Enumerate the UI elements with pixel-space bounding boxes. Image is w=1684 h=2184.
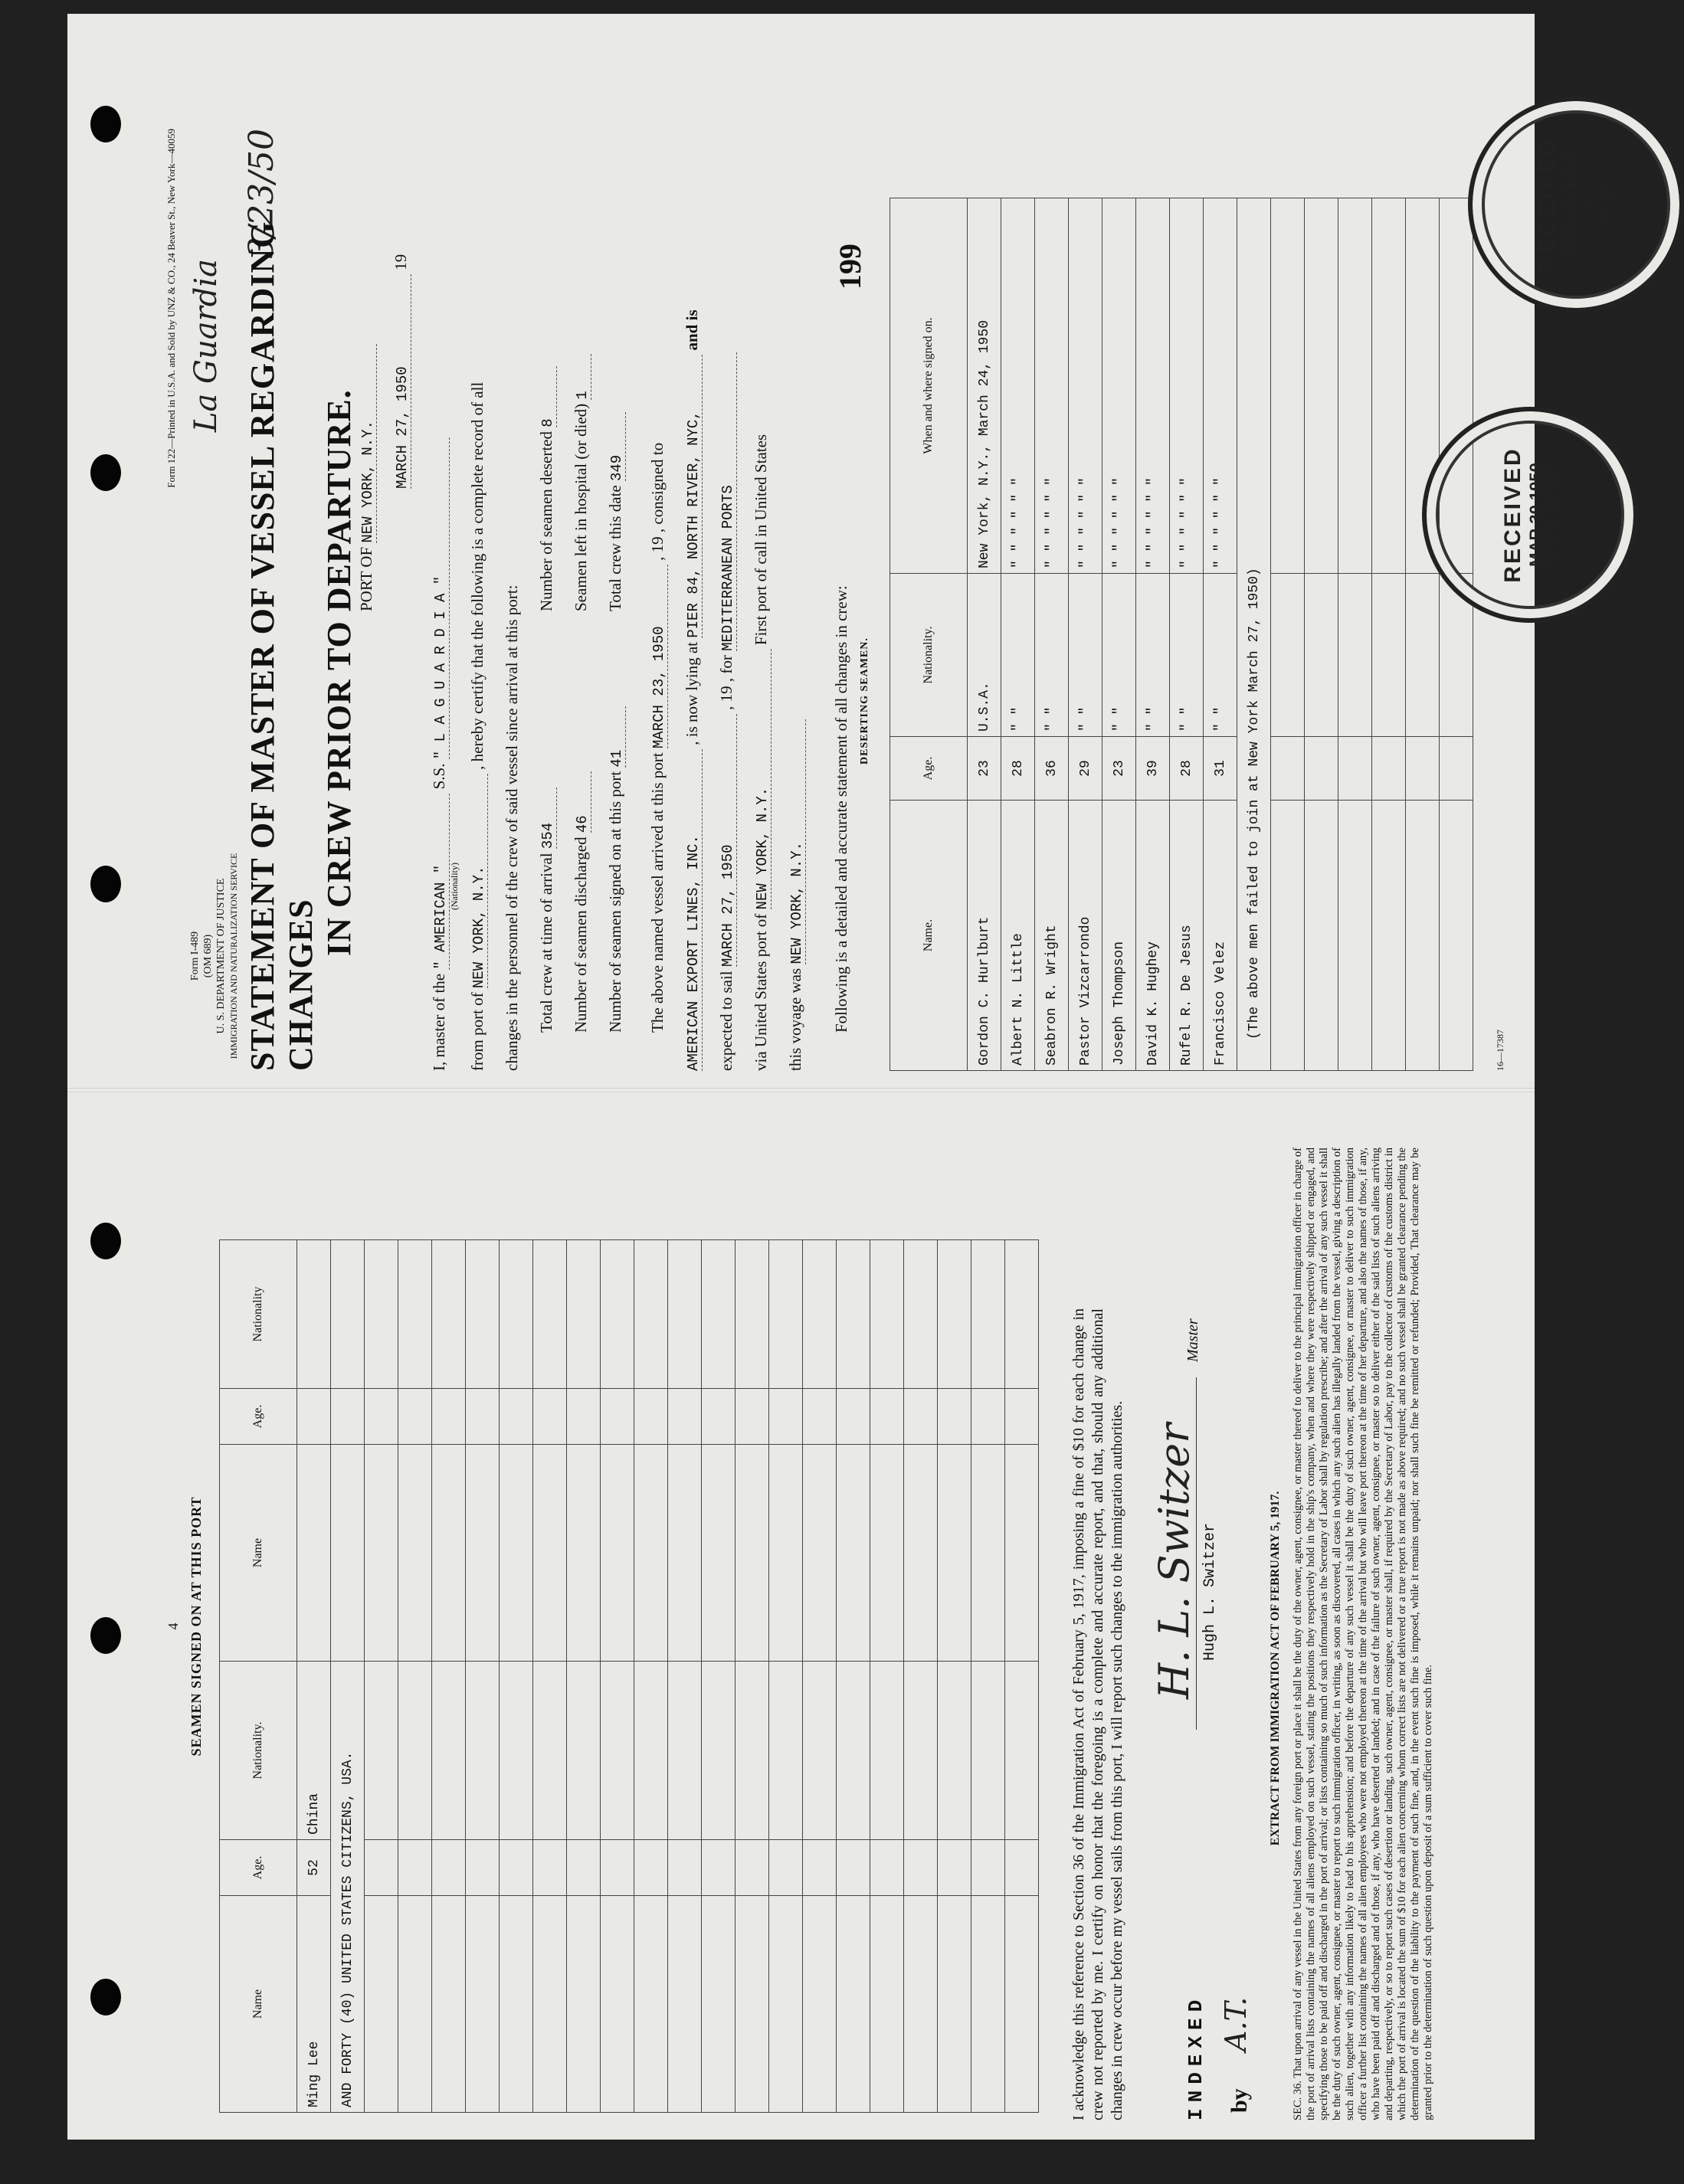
department-name: U. S. DEPARTMENT OF JUSTICE [215,878,227,1034]
punch-hole [90,1979,121,2015]
and-is: and is [683,309,701,351]
seaman-age: 28 [1001,737,1035,801]
page-fold [67,1088,1535,1092]
deserted-value: 8 [539,366,557,427]
via-label: via United States port of [752,913,770,1071]
table-row [1170,198,1204,1071]
nationality-value: " AMERICAN " [432,794,450,970]
seaman-signed-on: " " " " " " [1170,198,1204,574]
column-header-name: Name [220,1445,297,1662]
expected-line [717,352,737,1071]
seamen-hospital [572,354,591,611]
table-row [1372,198,1406,1071]
table-row [837,1240,870,2113]
table-row [870,1240,904,2113]
seaman-nationality: " " [1170,574,1204,737]
changes-text: changes in the personnel of the crew of said vessel since arrival at this port: [503,584,521,1071]
table-row [331,1240,365,2113]
title-line-2: IN CREW PRIOR TO DEPARTURE. [320,389,358,956]
expected-label: expected to sail [717,971,736,1071]
seaman-name: AND FORTY (40) UNITED STATES CITIZENS, USA. [331,1662,365,2113]
seaman-nationality: " " [1102,574,1136,737]
table-row [736,1240,769,2113]
total-crew-date [606,412,626,611]
document-sheet [67,14,1617,2140]
table-row [702,1240,736,2113]
punch-hole [90,1223,121,1259]
stamp-date: MAR 29 1950 [1561,152,1580,257]
page-number-stamp: 199 [833,244,867,290]
table-row [634,1240,668,2113]
seaman-age: 31 [1204,737,1237,801]
punch-hole [90,106,121,142]
seaman-nationality: " " [1204,574,1237,737]
seamen-deserted [537,366,557,611]
stamp-main-text: RECEIVED [1500,447,1525,583]
seaman-age: 29 [1069,737,1102,801]
via-line [752,434,772,1071]
page-number: 4 [165,1622,181,1630]
total-crew-arrival-label: Total crew at time of arrival [537,853,555,1033]
seaman-age: 28 [1170,737,1204,801]
seaman-name: Albert N. Little [1001,801,1035,1071]
stamp-date: MAR 30 1950 [1526,463,1545,567]
seaman-signed-on: " " " " " " [1204,198,1237,574]
from-port-value: NEW YORK, N.Y. [470,774,488,988]
voyage-label: this voyage was [786,968,804,1071]
master-label: Master [1184,1318,1201,1362]
signed-on-value: 41 [608,706,626,768]
lying-label: , is now lying at [683,642,701,745]
by-label: by [1227,2088,1252,2113]
handwritten-corner: La Guardia [188,259,224,433]
lying-line [683,309,703,1071]
seaman-signed-on: " " " " " " [1035,198,1069,574]
seaman-name: Francisco Velez [1204,801,1237,1071]
seaman-age: 52 [297,1840,331,1896]
table-row [1406,198,1440,1071]
service-name: IMMIGRATION AND NATURALIZATION SERVICE [228,853,239,1059]
seaman-name: David K. Hughey [1136,801,1170,1071]
nationality-caption: (Nationality) [449,863,460,910]
punch-hole [90,866,121,902]
port-label: PORT OF [357,546,375,611]
table-row [365,1240,398,2113]
acknowledgement-text: I acknowledge this reference to Section 36 of the Immigration Act of February 5, 1917, imposing a fine of $10 for each change in crew not reported by me. I certify on honor that the foregoing is a complete and accurate report, and that, should any additional changes in crew occur before my vessel sails from this port, I will report such changes to the immigration authorities. [1070,1308,1125,2120]
table-row [567,1240,601,2113]
expected-value: MARCH 27, 1950 [719,714,737,967]
from-port-label: from port of [468,992,487,1071]
seamen-signed-on [606,706,626,1033]
table-row [432,1240,466,2113]
column-header-nationality: Nationality [220,1240,297,1389]
seaman-nationality: " " [1001,574,1035,737]
punch-hole [90,1617,121,1654]
table-row [466,1240,500,2113]
voyage-line [786,719,806,1071]
signed-on-label: Number of seamen signed on at this port [606,771,624,1033]
table-row [938,1240,971,2113]
year-suffix: 19 [392,254,410,270]
voyage-value: NEW YORK, N.Y. [788,719,806,964]
indexed-stamp: INDEXED [1184,1993,1207,2120]
hospital-label: Seamen left in hospital (or died) [572,403,590,611]
signed-on-table [219,1239,1039,2113]
table-row [500,1240,533,2113]
seaman-name: Gordon C. Hurlburt [968,801,1001,1071]
discharged-value: 46 [574,771,591,833]
for-label: , 19 , for [717,655,736,710]
following-text: Following is a detailed and accurate statement of all changes in crew: [832,585,850,1033]
stamp-initials: Wyl [1594,185,1617,224]
date-value: MARCH 27, 1950 [394,274,411,489]
table-row [769,1240,803,2113]
table-row [297,1240,331,2113]
column-header-age: Age. [890,737,968,801]
extract-text: SEC. 36. That upon arrival of any vessel in the United States from any foreign port or place it shall be the duty of the owner, agent, consignee, or master thereof to deliver to the principal immigration officer in charge of the port of arrival lists containing the names of all aliens employed on such vessel, stating the positions they respectively hold in the ship's company, when and where they were respectively shipped or engaged, and specifying those to be paid off and discharged in the port of arrival; or lists containing so much of such information as the Secretary of Labor shall by regulation prescribe; and after the arrival of any such vessel it shall be the duty of such owner, agent, consignee, or master to report to such immigration officer, in writing, as soon as discovered, all cases in which any such alien has illegally landed from the vessel, giving a description of such alien, together with any information likely to lead to his apprehension; and before the departure of any such vessel it shall be the duty of such owner, agent, consignee, or master to deliver to such immigration officer a further list containing the names of all alien employees who were not employed thereon at the time of the arrival but who will leave port thereon at the time of her departure, and also the names of those, if any, who have been paid off and discharged and of those, if any, who have deserted or landed; and in case of the failure of such owner, agent, consignee, or master so to deliver either of the said lists of such aliens arriving and departing, respectively, or so to report such cases of desertion or landing, such owner, agent, consignee, or master shall, if required by the Secretary of Labor, pay to the collector of customs of the customs district in which the port of arrival is located the sum of $10 for each alien concerning whom correct lists are not delivered or a true report is not made as above required; and no such vessel shall be granted clearance pending the determination of the question of the liability to the payment of such fine, and, in the event such fine is imposed, while it remains unpaid; nor shall such fine be remitted or refunded; Provided, That clearance may be granted prior to the determination of such question upon deposit of a sum sufficient to cover such fine. [1292,1148,1434,2120]
received-stamp-inspection [1468,97,1684,313]
table-row [1069,198,1102,1071]
received-stamp-record-division [1422,407,1638,623]
master-line [430,437,450,1071]
table-row [1035,198,1069,1071]
from-port-line [468,382,488,1071]
total-crew-arrival [537,787,557,1033]
certify-text: , hereby certify that the following is a complete record of all [468,381,487,770]
failed-note: (The above men failed to join at New York March 27, 1950) [1237,198,1271,1071]
date-line [392,254,411,489]
deserting-seamen-table [890,198,1473,1071]
table-row [1136,198,1170,1071]
arrived-label: The above named vessel arrived at this port [648,752,667,1033]
table-row [1237,198,1271,1071]
table-row [1005,1240,1039,2113]
for-value: MEDITERRANEAN PORTS [719,352,737,651]
lying-value: PIER 84, NORTH RIVER, NYC, [685,355,703,638]
signed-on-page [158,1125,1598,2128]
deserted-label: Number of seamen deserted [537,431,555,611]
column-header-nationality: Nationality. [890,574,968,737]
seaman-signed-on: New York, N.Y., March 24, 1950 [968,198,1001,574]
arrived-value: MARCH 23, 1950 [650,565,668,748]
seaman-nationality: China [297,1662,331,1840]
table-row [1338,198,1372,1071]
table-row [398,1240,432,2113]
seaman-signed-on: " " " " " " [1136,198,1170,574]
footer-code: 16—17387 [1495,1030,1505,1071]
master-prefix: I, master of the [430,973,448,1071]
seaman-age: 23 [968,737,1001,801]
total-crew-date-label: Total crew this date [606,485,624,611]
table-header-row [890,198,968,1071]
table-row [1440,198,1473,1071]
discharged-label: Number of seamen discharged [572,837,590,1033]
seaman-nationality: " " [1136,574,1170,737]
vessel-name: " L A G U A R D I A " [432,437,450,759]
master-signature: H. L. Switzer [1150,1423,1198,1699]
seaman-age: 36 [1035,737,1069,801]
table-row [1001,198,1035,1071]
hospital-value: 1 [574,354,591,400]
column-header-signed-on: When and where signed on. [890,198,968,574]
table-header-row [220,1240,297,2113]
table-row [533,1240,567,2113]
first-port-label: First port of call in United States [752,434,770,646]
consignee-value: AMERICAN EXPORT LINES, INC. [685,749,703,1071]
table-row [1204,198,1237,1071]
seaman-nationality: " " [1035,574,1069,737]
table-row [968,198,1001,1071]
arrived-line [648,443,668,1033]
table-row [601,1240,634,2113]
printer-note: Form 122—Printed in U.S.A. and Sold by UNZ & CO., 24 Beaver St., New York—40059 [165,129,177,488]
table-row [1305,198,1338,1071]
seaman-age: 23 [1102,737,1136,801]
form-identification [188,841,241,1071]
total-crew-date-value: 349 [608,412,626,481]
extract-heading: EXTRACT FROM IMMIGRATION ACT OF FEBRUARY 5, 1917. [1269,1491,1282,1846]
form-old-number: (OM 689) [202,934,214,978]
stamp-sub-text: RECORD DIVISION [1546,460,1559,571]
signature-rule [1196,1377,1197,1730]
signed-on-heading: SEAMEN SIGNED ON AT THIS PORT [188,1496,204,1757]
table-row [668,1240,702,2113]
table-row [971,1240,1005,2113]
table-row [1271,198,1305,1071]
deserting-heading: DESERTING SEAMEN. [859,637,870,765]
seaman-name: Pastor Vizcarrondo [1069,801,1102,1071]
handwritten-date: 3/23/50 [242,129,281,259]
form-number: Form I-489 [189,931,201,981]
ss-label: S.S. [430,763,448,790]
form-page [158,113,1617,1086]
seaman-name: Rufel R. De Jesus [1170,801,1204,1071]
table-row [803,1240,837,2113]
seaman-name: Joseph Thompson [1102,801,1136,1071]
column-header-name: Name. [890,801,968,1071]
column-header-nationality: Nationality. [220,1662,297,1840]
stamp-sub-text: B [1581,200,1594,209]
title-line-1: STATEMENT OF MASTER OF VESSEL REGARDING CHANGES [244,221,319,1071]
seaman-nationality: " " [1069,574,1102,737]
seaman-signed-on: " " " " " " [1069,198,1102,574]
column-header-age: Age. [220,1389,297,1445]
table-row [904,1240,938,2113]
seamen-discharged [572,771,591,1033]
seaman-signed-on: " " " " " " [1102,198,1136,574]
master-name: Hugh L. Switzer [1201,1522,1219,1661]
port-line [357,344,377,611]
via-value: NEW YORK, N.Y. [754,649,772,909]
column-header-age: Age. [220,1840,297,1896]
consigned-label: , 19 , consigned to [648,442,667,561]
seaman-name: Seabron R. Wright [1035,801,1069,1071]
seaman-age: 39 [1136,737,1170,801]
punch-hole [90,454,121,491]
form-title [244,113,359,1071]
seaman-nationality: U.S.A. [968,574,1001,737]
stamp-main-text: RECEIVED [1535,136,1560,273]
seaman-name: Ming Lee [297,1896,331,2113]
table-row [1102,198,1136,1071]
seaman-signed-on: " " " " " " [1001,198,1035,574]
column-header-name: Name [220,1896,297,2113]
total-crew-arrival-value: 354 [539,787,557,849]
port-value: NEW YORK, N.Y. [359,344,377,543]
by-initials: A.T. [1219,1996,1253,2051]
